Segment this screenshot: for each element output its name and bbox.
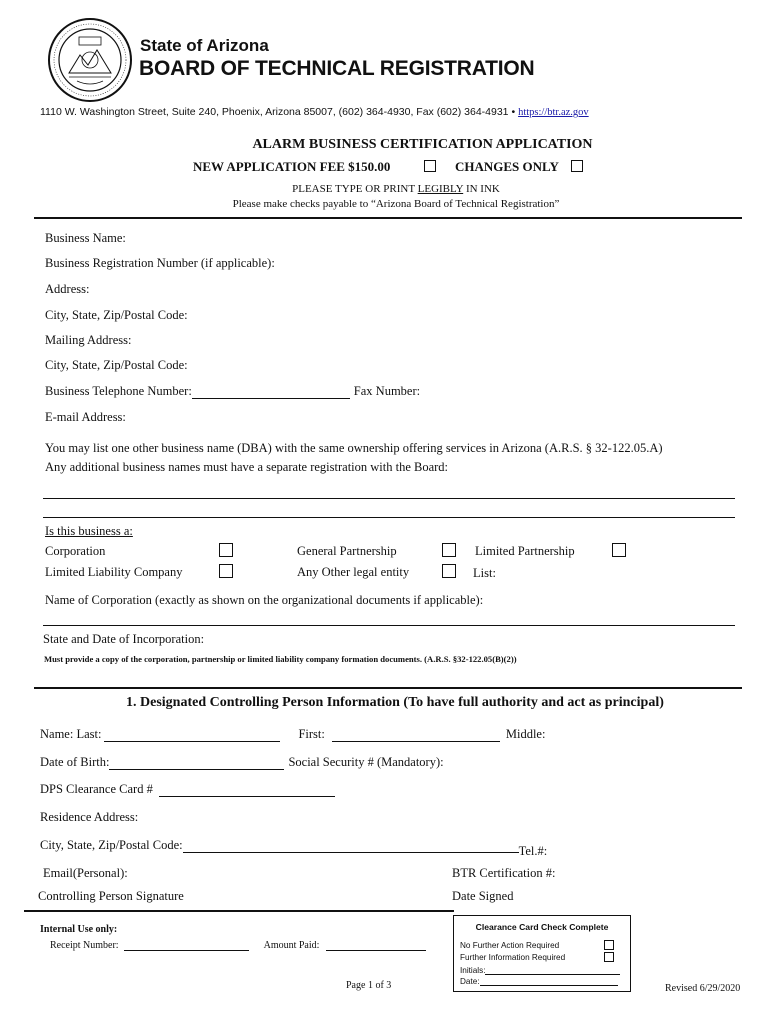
limited-partnership-checkbox[interactable] (612, 543, 626, 557)
btr-certification-row (452, 866, 738, 881)
fax-label: Fax Number: (353, 384, 421, 398)
corporation-name-label: Name of Corporation (exactly as shown on the organizational documents if applicable): (45, 593, 484, 607)
incorporation-input[interactable] (210, 635, 735, 647)
first-name-input[interactable] (332, 729, 500, 742)
clearance-date-row (460, 976, 618, 986)
btr-certification-label: BTR Certification #: (452, 866, 556, 880)
clearance-date-input[interactable] (480, 976, 618, 986)
header-address: 1110 W. Washington Street, Suite 240, Phoenix, Arizona 85007, (602) 364-4930, Fax (602) 364-4931 (40, 106, 509, 118)
signature-row (38, 889, 412, 904)
limited-partnership-label: Limited Partnership (475, 544, 575, 558)
receipt-row (50, 940, 426, 951)
other-entity-label: Any Other legal entity (297, 565, 410, 579)
header-address-line (40, 106, 589, 118)
registration-number-label: Business Registration Number (if applicable): (45, 256, 275, 270)
mailing-address-row (45, 333, 731, 348)
print-legibly: LEGIBLY (417, 183, 464, 195)
email-row (45, 410, 731, 425)
business-name-input[interactable] (126, 234, 733, 246)
print-suffix: IN INK (463, 183, 500, 195)
header-state: State of Arizona (140, 36, 269, 55)
name-row (40, 727, 740, 742)
ssn-label: Social Security # (Mandatory): (288, 755, 444, 769)
address-label: Address: (45, 282, 90, 296)
clearance-title: Clearance Card Check Complete (475, 922, 609, 932)
amount-paid-label: Amount Paid: (263, 940, 320, 951)
phone-label: Business Telephone Number: (45, 384, 192, 398)
initials-input[interactable] (485, 965, 620, 975)
changes-only-label: CHANGES ONLY (454, 159, 559, 174)
incorporation-label: State and Date of Incorporation: (43, 632, 205, 646)
form-title: ALARM BUSINESS CERTIFICATION APPLICATION (252, 137, 593, 152)
corporation-label: Corporation (45, 544, 106, 558)
date-signed-label: Date Signed (452, 889, 514, 903)
entity-list-row (473, 566, 738, 581)
city-row-1 (45, 308, 731, 323)
tel-input[interactable] (550, 847, 740, 859)
email-input[interactable] (126, 413, 731, 425)
header-board: BOARD OF TECHNICAL REGISTRATION (139, 57, 535, 80)
phone-fax-row (45, 384, 731, 399)
formation-documents-note: Must provide a copy of the corporation, partnership or limited liability company formation documents. (A.R.S. §32-122.05(B)(2)) (44, 654, 517, 664)
last-name-label: Name: Last: (40, 727, 102, 741)
signature-label: Controlling Person Signature (38, 889, 184, 903)
further-info-label: Further Information Required (460, 953, 566, 962)
registration-number-row (45, 256, 733, 271)
dob-ssn-row (40, 755, 740, 770)
signature-input[interactable] (189, 892, 412, 904)
further-info-checkbox[interactable] (604, 952, 614, 962)
no-further-action-checkbox[interactable] (604, 940, 614, 950)
residence-input[interactable] (138, 813, 742, 825)
controlling-city-label: City, State, Zip/Postal Code: (40, 838, 183, 852)
controlling-city-row (40, 838, 740, 858)
date-signed-input[interactable] (517, 892, 700, 904)
date-signed-row (452, 889, 700, 904)
dba-name-line-2[interactable] (43, 505, 735, 518)
clearance-date-label: Date: (460, 977, 480, 986)
receipt-label: Receipt Number: (50, 940, 119, 951)
city-label-1: City, State, Zip/Postal Code: (45, 308, 188, 322)
dba-instruction-1: You may list one other business name (DBA) with the same ownership offering services in Arizona (A.R.S. § 32-122.05.A) (45, 441, 663, 455)
city-input-2[interactable] (188, 361, 731, 373)
dba-instruction-2: Any additional business names must have a separate registration with the Board: (45, 460, 449, 474)
corporation-checkbox[interactable] (219, 543, 233, 557)
changes-only-checkbox[interactable] (571, 160, 583, 172)
middle-name-label: Middle: (505, 727, 546, 741)
dob-label: Date of Birth: (40, 755, 110, 769)
amount-paid-input[interactable] (326, 940, 426, 951)
llc-checkbox[interactable] (219, 564, 233, 578)
fee-label: NEW APPLICATION FEE $150.00 (193, 159, 391, 174)
residence-label: Residence Address: (40, 810, 139, 824)
entity-list-label: List: (473, 566, 496, 580)
state-seal (47, 17, 133, 103)
business-name-row (45, 231, 733, 246)
tel-label: Tel.#: (518, 844, 548, 858)
divider-top (34, 217, 742, 219)
address-input[interactable] (89, 285, 733, 297)
initials-label: Initials: (460, 966, 486, 975)
page-number: Page 1 of 3 (346, 980, 392, 991)
bullet: • (511, 106, 516, 118)
residence-row (40, 810, 742, 825)
section-1-heading: 1. Designated Controlling Person Information (To have full authority and act as principal) (126, 695, 664, 710)
personal-email-input[interactable] (142, 869, 408, 881)
controlling-city-input[interactable] (183, 840, 519, 853)
print-prefix: PLEASE TYPE OR PRINT (292, 183, 418, 195)
btr-certification-input[interactable] (565, 869, 738, 881)
board-website-link[interactable]: https://btr.az.gov (518, 107, 589, 118)
checks-payable-note: Please make checks payable to “Arizona Board of Technical Registration” (232, 198, 560, 210)
print-instruction (0, 183, 770, 195)
last-name-input[interactable] (104, 729, 280, 742)
business-name-label: Business Name: (45, 231, 126, 245)
general-partnership-checkbox[interactable] (442, 543, 456, 557)
internal-use-title: Internal Use only: (40, 924, 118, 935)
entity-question: Is this business a: (45, 524, 133, 538)
middle-name-input[interactable] (545, 730, 740, 742)
city-label-2: City, State, Zip/Postal Code: (45, 358, 188, 372)
llc-label: Limited Liability Company (45, 565, 183, 579)
divider-internal (24, 910, 454, 912)
general-partnership-label: General Partnership (297, 544, 397, 558)
other-entity-checkbox[interactable] (442, 564, 456, 578)
dba-name-line-1[interactable] (43, 486, 735, 499)
incorporation-row (43, 632, 735, 647)
new-application-checkbox[interactable] (424, 160, 436, 172)
email-label: E-mail Address: (45, 410, 126, 424)
fee-row (193, 159, 583, 175)
personal-email-row (43, 866, 408, 881)
corporation-name-input[interactable] (43, 613, 735, 626)
fax-input[interactable] (420, 387, 731, 399)
phone-input[interactable] (192, 386, 350, 399)
mailing-address-label: Mailing Address: (45, 333, 132, 347)
city-row-2 (45, 358, 731, 373)
registration-number-input[interactable] (275, 259, 733, 271)
first-name-label: First: (298, 727, 325, 741)
dps-label: DPS Clearance Card # (40, 782, 153, 796)
initials-row (460, 965, 618, 975)
personal-email-label: Email(Personal): (43, 866, 128, 880)
no-further-action-label: No Further Action Required (460, 941, 560, 950)
revised-date: Revised 6/29/2020 (665, 983, 741, 994)
divider-section-1 (34, 687, 742, 689)
entity-list-input[interactable] (496, 569, 738, 581)
dps-row (40, 782, 335, 797)
dob-input[interactable] (109, 757, 284, 770)
clearance-check-box (453, 915, 631, 992)
city-input-1[interactable] (194, 311, 731, 323)
receipt-input[interactable] (124, 940, 249, 951)
ssn-input[interactable] (450, 758, 740, 770)
address-row (45, 282, 733, 297)
dps-input[interactable] (159, 784, 335, 797)
mailing-address-input[interactable] (131, 336, 731, 348)
